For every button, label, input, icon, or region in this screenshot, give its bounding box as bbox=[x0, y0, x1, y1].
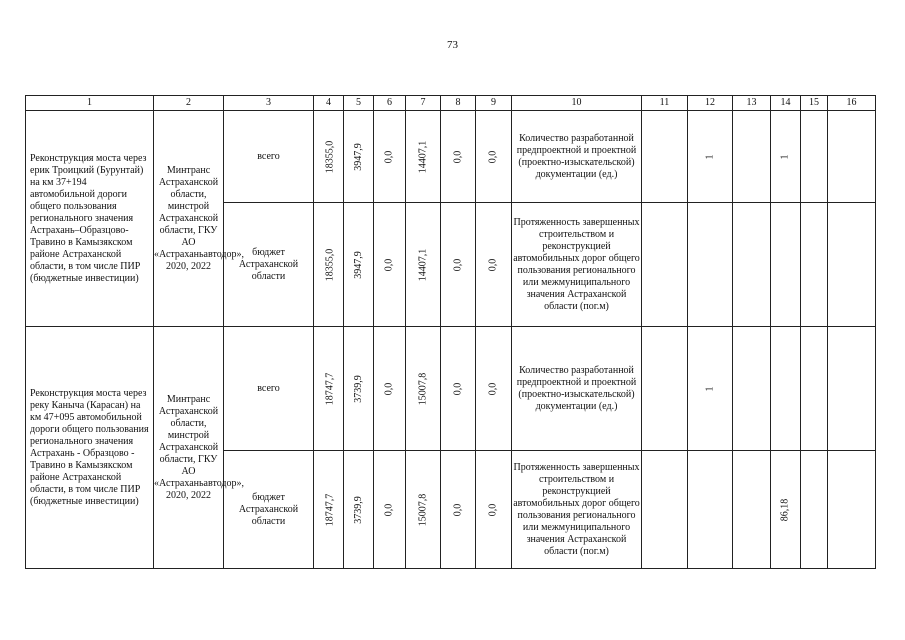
indicator-text: Количество разработанной предпроектной и проектной (проектно-изыскательской) документации (ед.) bbox=[512, 327, 642, 451]
value-cell bbox=[344, 111, 374, 203]
value-cell bbox=[374, 203, 406, 327]
value-cell bbox=[314, 203, 344, 327]
value-cell bbox=[441, 203, 476, 327]
value-cell bbox=[476, 111, 512, 203]
header-cell: 6 bbox=[374, 96, 406, 111]
value-cell bbox=[476, 327, 512, 451]
value-cell bbox=[344, 203, 374, 327]
value-cell bbox=[688, 111, 733, 203]
value-cell bbox=[476, 203, 512, 327]
value-col6: 0,0 bbox=[383, 503, 395, 516]
value-cell bbox=[642, 203, 688, 327]
project-name: Реконструкция моста через реку Каныча (Карасан) на км 47+095 автомобильной дороги общего пользования регионального значения Астрахань - Образцово - Травино в Камызякском районе Астраханской области, в том числе ПИР (бюджетные инвестиции) bbox=[26, 327, 154, 569]
header-cell: 8 bbox=[441, 96, 476, 111]
header-cell: 1 bbox=[26, 96, 154, 111]
funding-source: всего bbox=[224, 327, 314, 451]
value-cell bbox=[406, 327, 441, 451]
value-cell bbox=[828, 111, 876, 203]
value-col6: 0,0 bbox=[383, 258, 395, 271]
header-cell: 16 bbox=[828, 96, 876, 111]
value-cell bbox=[733, 111, 771, 203]
value-col12: 1 bbox=[704, 154, 715, 159]
value-col7: 15007,8 bbox=[417, 493, 428, 526]
project-name: Реконструкция моста через ерик Троицкий (Бурунтай) на км 37+194 автомобильной дороги общего пользования регионального значения Астрахань–Образцово-Травино в Камызякском районе Астраханской области, в том числе ПИР (бюджетные инвестиции) bbox=[26, 111, 154, 327]
value-cell bbox=[406, 203, 441, 327]
value-cell bbox=[314, 451, 344, 569]
value-cell bbox=[771, 203, 801, 327]
value-col5: 3739,9 bbox=[352, 374, 364, 403]
header-cell: 3 bbox=[224, 96, 314, 111]
header-cell: 15 bbox=[801, 96, 828, 111]
value-cell bbox=[344, 451, 374, 569]
value-cell bbox=[771, 327, 801, 451]
value-col12: 1 bbox=[704, 386, 715, 391]
value-cell bbox=[828, 203, 876, 327]
funding-source: бюджет Астраханской области bbox=[224, 451, 314, 569]
value-cell bbox=[801, 203, 828, 327]
value-cell bbox=[688, 327, 733, 451]
value-col4: 18355,0 bbox=[324, 140, 336, 173]
value-col8: 0,0 bbox=[452, 258, 463, 271]
value-cell bbox=[642, 327, 688, 451]
indicator-text: Количество разработанной предпроектной и проектной (проектно-изыскательской) документации (ед.) bbox=[512, 111, 642, 203]
value-col7: 14407,1 bbox=[417, 140, 428, 173]
indicator-text: Протяженность завершенных строительством и реконструкцией автомобильных дорог общего пользования регионального или межмуниципального значения Астраханской области (пог.м) bbox=[512, 203, 642, 327]
value-col8: 0,0 bbox=[452, 503, 463, 516]
table-row bbox=[26, 327, 876, 451]
header-cell: 4 bbox=[314, 96, 344, 111]
value-cell bbox=[828, 451, 876, 569]
value-col8: 0,0 bbox=[452, 382, 463, 395]
header-cell: 2 bbox=[154, 96, 224, 111]
value-col7: 14407,1 bbox=[417, 248, 428, 281]
funding-source: всего bbox=[224, 111, 314, 203]
value-col4: 18747,7 bbox=[324, 493, 336, 526]
value-col9: 0,0 bbox=[487, 503, 499, 516]
value-cell bbox=[801, 111, 828, 203]
value-cell bbox=[771, 451, 801, 569]
value-cell bbox=[771, 111, 801, 203]
value-col7: 15007,8 bbox=[417, 372, 428, 405]
header-cell: 10 bbox=[512, 96, 642, 111]
value-col6: 0,0 bbox=[383, 382, 395, 395]
value-col14: 86,18 bbox=[779, 498, 791, 521]
value-cell bbox=[441, 327, 476, 451]
value-col9: 0,0 bbox=[487, 258, 499, 271]
header-cell: 11 bbox=[642, 96, 688, 111]
project-executor: Минтранс Астраханской области, минстрой Астраханской области, ГКУ АО «Астраханьавтодор», 2020, 2022 bbox=[154, 327, 224, 569]
value-cell bbox=[642, 111, 688, 203]
table-row bbox=[26, 111, 876, 203]
value-col9: 0,0 bbox=[487, 382, 499, 395]
project-executor: Минтранс Астраханской области, минстрой Астраханской области, ГКУ АО «Астраханьавтодор», 2020, 2022 bbox=[154, 111, 224, 327]
value-cell bbox=[642, 451, 688, 569]
table-header-row bbox=[26, 96, 876, 111]
header-cell: 5 bbox=[344, 96, 374, 111]
header-cell: 14 bbox=[771, 96, 801, 111]
value-col5: 3947,9 bbox=[352, 250, 364, 279]
value-cell bbox=[374, 111, 406, 203]
value-cell bbox=[406, 451, 441, 569]
header-cell: 13 bbox=[733, 96, 771, 111]
value-cell bbox=[733, 203, 771, 327]
value-cell bbox=[374, 327, 406, 451]
indicator-text: Протяженность завершенных строительством и реконструкцией автомобильных дорог общего пользования регионального или межмуниципального значения Астраханской области (пог.м) bbox=[512, 451, 642, 569]
value-cell bbox=[733, 327, 771, 451]
value-cell bbox=[344, 327, 374, 451]
value-cell bbox=[374, 451, 406, 569]
value-col4: 18355,0 bbox=[324, 248, 336, 281]
value-cell bbox=[441, 111, 476, 203]
value-col6: 0,0 bbox=[383, 150, 395, 163]
value-col5: 3739,9 bbox=[352, 495, 364, 524]
value-cell bbox=[441, 451, 476, 569]
value-cell bbox=[688, 451, 733, 569]
header-cell: 9 bbox=[476, 96, 512, 111]
program-table bbox=[25, 95, 876, 569]
value-cell bbox=[801, 451, 828, 569]
value-col8: 0,0 bbox=[452, 150, 463, 163]
value-cell bbox=[314, 111, 344, 203]
value-col5: 3947,9 bbox=[352, 142, 364, 171]
value-cell bbox=[476, 451, 512, 569]
value-cell bbox=[828, 327, 876, 451]
value-cell bbox=[733, 451, 771, 569]
page-number: 73 bbox=[447, 39, 458, 51]
header-cell: 12 bbox=[688, 96, 733, 111]
value-cell bbox=[688, 203, 733, 327]
value-cell bbox=[314, 327, 344, 451]
funding-source: бюджет Астраханской области bbox=[224, 203, 314, 327]
value-cell bbox=[801, 327, 828, 451]
value-col4: 18747,7 bbox=[324, 372, 336, 405]
value-col14: 1 bbox=[779, 154, 791, 159]
value-cell bbox=[406, 111, 441, 203]
value-col9: 0,0 bbox=[487, 150, 499, 163]
header-cell: 7 bbox=[406, 96, 441, 111]
